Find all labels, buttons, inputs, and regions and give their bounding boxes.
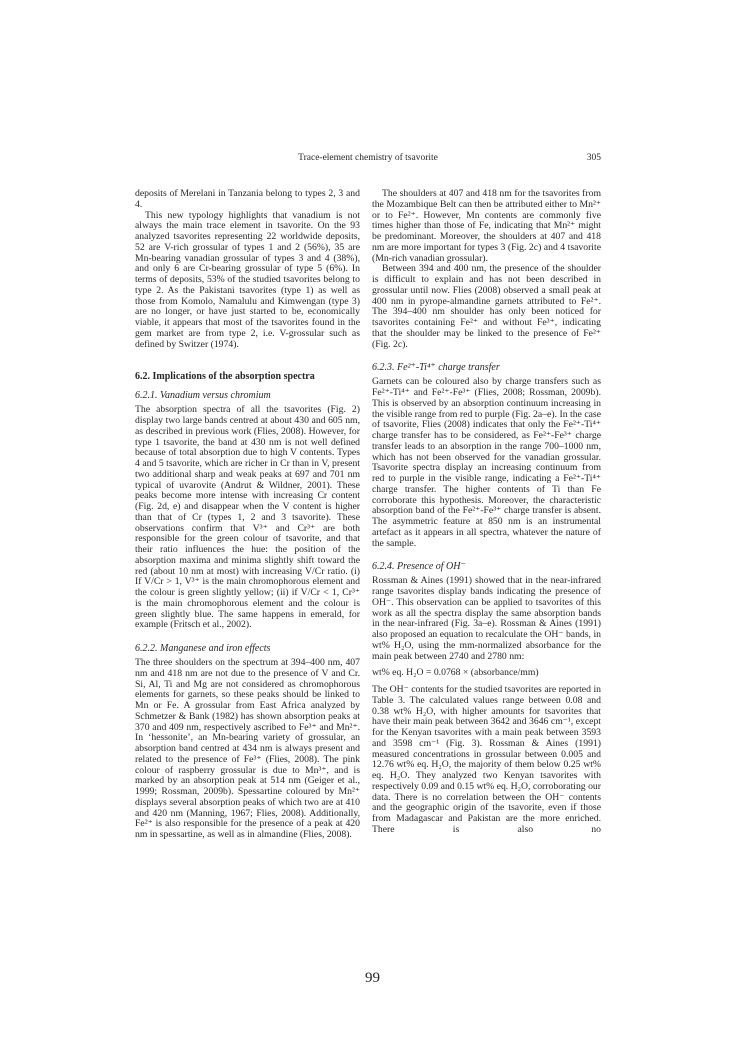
paragraph: The OH⁻ contents for the studied tsavorites are reported in Table 3. The calculated values range between 0.08 and 0.38 wt% H₂O, with higher amounts for tsavorites that have their main peak between 3642 and 3646 cm⁻¹, except for the Kenyan tsavorites with a main peak between 3593 and 3598 cm⁻¹ (Fig. 3). Rossman & Aines (1991) measured concentrations in grossular between 0.005 and 12.76 wt% eq. H₂O, the majority of them below 0.25 wt% eq. H₂O. They analyzed two Kenyan tsavorites with respectively 0.09 and 0.15 wt% eq. H₂O, corroborating our data. There is no correlation between the OH⁻ contents and the geographic origin of the tsavorite, even if those from Madagascar and Pakistan are the more enriched. There is also no (372, 684, 601, 835)
right-column (372, 189, 601, 836)
left-column (135, 189, 360, 841)
paragraph: The shoulders at 407 and 418 nm for the tsavorites from the Mozambique Belt can then be attributed either to Mn²⁺ or to Fe²⁺. However, Mn contents are commonly five times higher than those of Fe, indicating that Mn²⁺ might be predominant. Moreover, the shoulders at 407 and 418 nm are more important for types 3 (Fig. 2c) and 4 tsavorite (Mn-rich vanadian grossular). (372, 188, 601, 264)
paragraph: Rossman & Aines (1991) showed that in the near-infrared range tsavorites display bands indicating the presence of OH⁻. This observation can be applied to tsavorites of this work as all the spectra display the same absorption bands in the near-infrared (Fig. 3a–e). Rossman & Aines (1991) also proposed an equation to recalculate the OH⁻ bands, in wt% H₂O, using the mm-normalized absorbance for the main peak between 2740 and 2780 nm: (372, 575, 601, 662)
equation: wt% eq. H₂O = 0.0768 × (absorbance/mm) (372, 667, 539, 679)
paragraph: deposits of Merelani in Tanzania belong to types 2, 3 and 4. (135, 188, 360, 210)
paragraph: This new typology highlights that vanadium is not always the main trace element in tsavorite. On the 93 analyzed tsavorites representing 22 worldwide deposits, 52 are V-rich grossular of types 1 and 2 (56%), 35 are Mn-bearing vanadian grossular of types 3 and 4 (38%), and only 6 are Cr-bearing grossular of type 5 (6%). In terms of deposits, 53% of the studied tsavorites belong to type 2. As the Pakistani tsavorites (type 1) as well as those from Komolo, Namalulu and Kimwengan (type 3) are no longer, or have just started to be, economically viable, it appears that most of the tsavorites found in the gem market are from type 2, i.e. V-grossular such as defined by Switzer (1974). (135, 209, 360, 350)
running-header (135, 153, 601, 167)
paragraph: The absorption spectra of all the tsavorites (Fig. 2) display two large bands centred at about 430 and 605 nm, as described in previous work (Flies, 2008). However, for type 1 tsavorite, the band at 430 nm is not well defined because of total absorption due to high V contents. Types 4 and 5 tsavorite, which are richer in Cr than in V, present two additional sharp and weak peaks at 697 and 701 nm typical of uvarovite (Andrut & Wildner, 2001). These peaks become more intense with increasing Cr content (Fig. 2d, e) and disappear when the V content is higher than that of Cr (types 1, 2 and 3 tsavorite). These observations confirm that V³⁺ and Cr³⁺ are both responsible for the green colour of tsavorite, and that their ratio influences the hue: the position of the absorption maxima and minima slightly shift toward the red (about 10 nm at most) with increasing V/Cr ratio. (i) If V/Cr > 1, V³⁺ is the main chromophorous element and the colour is green slightly yellow; (ii) if V/Cr < 1, Cr³⁺ is the main chromophorous element and the colour is green slightly blue. The same happens in emerald, for example (Fritsch et al., 2002). (135, 404, 360, 631)
folio-number: 99 (365, 970, 380, 986)
subsection-heading: 6.2.1. Vanadium versus chromium (135, 390, 271, 402)
paragraph: The three shoulders on the spectrum at 394–400 nm, 407 nm and 418 nm are not due to the presence of V and Cr. Si, Al, Ti and Mg are not considered as chromophorous elements for garnets, so these peaks should be linked to Mn or Fe. A grossular from East Africa analyzed by Schmetzer & Bank (1982) has shown absorption peaks at 370 and 409 nm, respectively ascribed to Fe³⁺ and Mn²⁺. In ‘hessonite’, an Mn-bearing variety of grossular, an absorption band centred at 434 nm is always present and related to the presence of Fe³⁺ (Flies, 2008). The pink colour of raspberry grossular is due to Mn³⁺, and is marked by an absorption peak at 514 nm (Geiger et al., 1999; Rossman, 2009b). Spessartine coloured by Mn²⁺ displays several absorption peaks of which two are at 410 and 420 nm (Manning, 1967; Flies, 2008). Additionally, Fe²⁺ is also responsible for the presence of a peak at 420 nm in spessartine, as well as in almandine (Flies, 2008). (135, 657, 360, 840)
paragraph: Between 394 and 400 nm, the presence of the shoulder is difficult to explain and has not been described in grossular until now. Flies (2008) observed a small peak at 400 nm in pyrope-almandine garnets attributed to Fe²⁺. The 394–400 nm shoulder has only been noticed for tsavorites containing Fe²⁺ and without Fe³⁺, indicating that the shoulder may be linked to the presence of Fe²⁺ (Fig. 2c). (372, 263, 601, 350)
subsection-heading: 6.2.2. Manganese and iron effects (135, 643, 271, 654)
subsection-heading: 6.2.3. Fe²⁺-Ti⁴⁺ charge transfer (372, 362, 500, 374)
subsection-heading: 6.2.4. Presence of OH⁻ (372, 561, 466, 573)
paragraph: Garnets can be coloured also by charge transfers such as Fe²⁺-Ti⁴⁺ and Fe²⁺-Fe³⁺ (Flies, 2008; Rossman, 2009b). This is observed by an absorption continuum increasing in the visible range from red to purple (Fig. 2a–e). In the case of tsavorite, Flies (2008) indicates that only the Fe²⁺-Ti⁴⁺ charge transfer has to be considered, as Fe²⁺-Fe³⁺ charge transfer leads to an absorption in the range 700–1000 nm, which has not been observed for the vanadian grossular. Tsavorite spectra display an increasing continuum from red to purple in the visible range, indicating a Fe²⁺-Ti⁴⁺ charge transfer. The higher contents of Ti than Fe corroborate this hypothesis. Moreover, the characteristic absorption band of the Fe²⁺-Fe³⁺ charge transfer is absent. The asymmetric feature at 850 nm is an instrumental artefact as it appears in all spectra, whatever the nature of the sample. (372, 376, 601, 549)
running-title: Trace-element chemistry of tsavorite (298, 153, 438, 163)
section-heading: 6.2. Implications of the absorption spectra (135, 371, 315, 383)
page-number: 305 (586, 153, 601, 163)
